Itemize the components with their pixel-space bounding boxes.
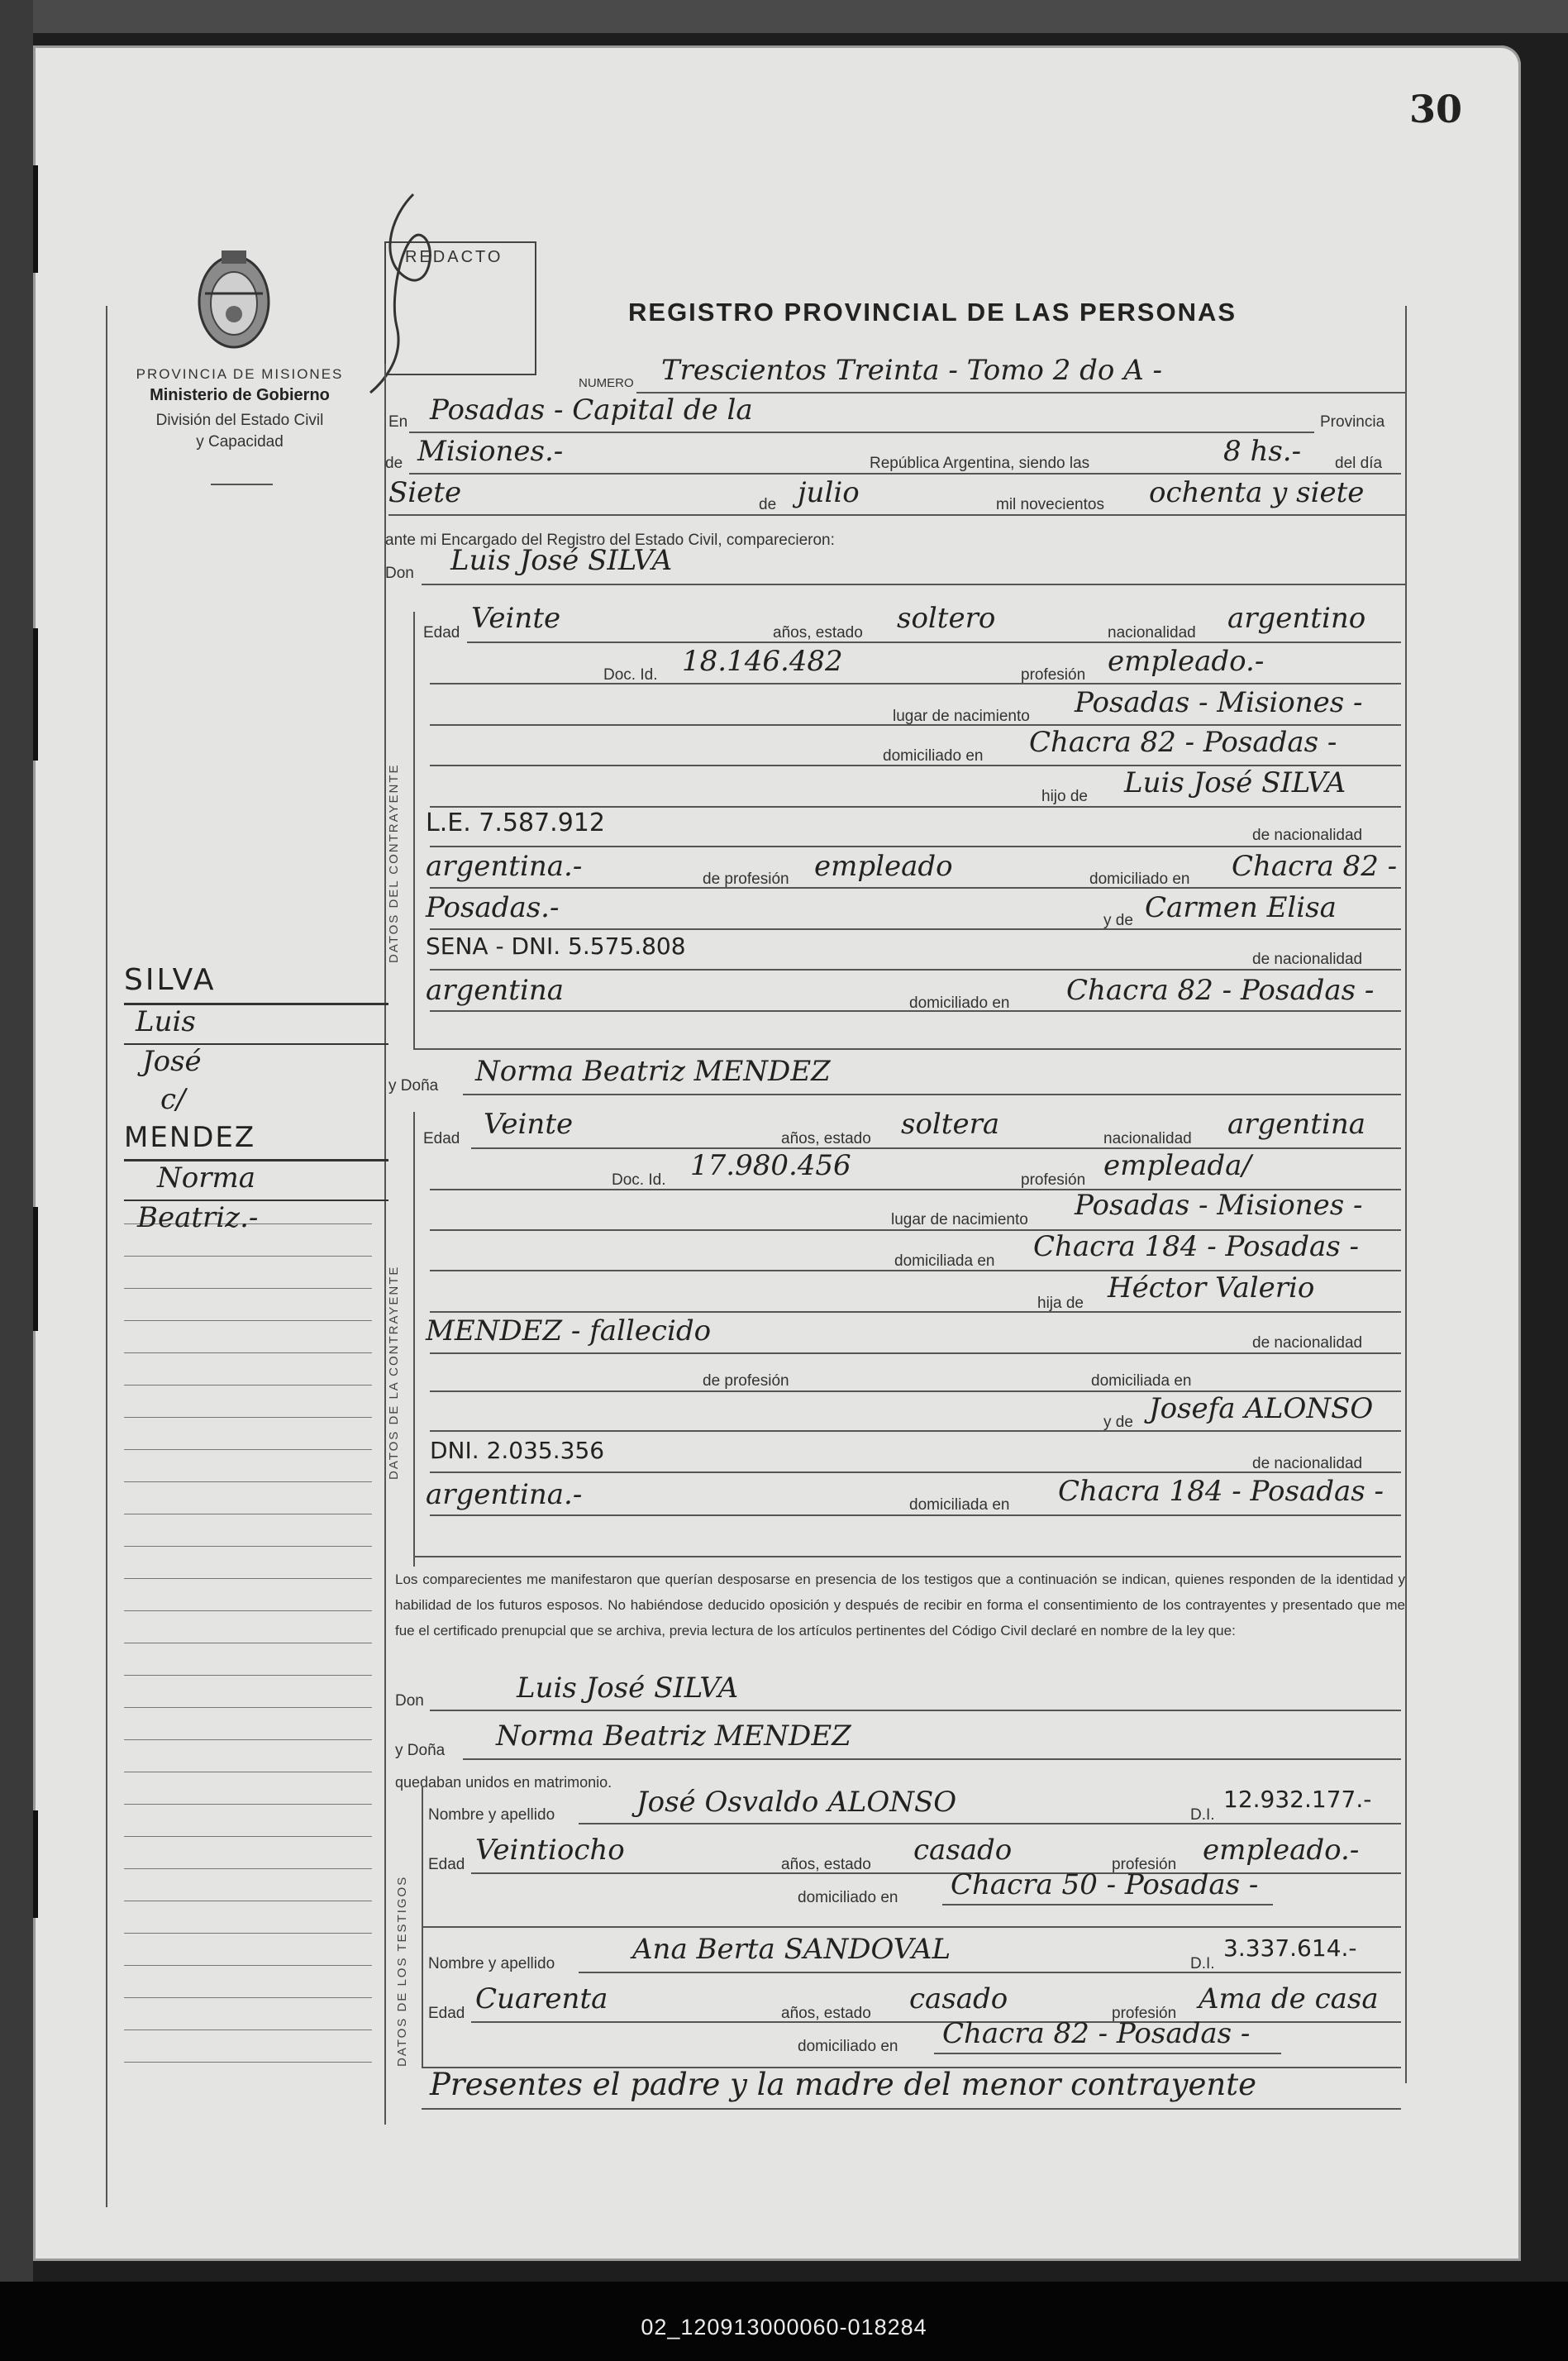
- groom-anos-label: años, estado: [773, 624, 863, 642]
- w2-anos-label: años, estado: [781, 2005, 871, 2022]
- w2-doc: 3.337.614.-: [1223, 1934, 1357, 1962]
- groom-father-address-line: [430, 928, 1401, 930]
- republica-label: República Argentina, siendo las: [870, 455, 1090, 472]
- groom-edad-label: Edad: [423, 624, 460, 642]
- groom-doc: 18.146.482: [682, 645, 843, 678]
- division-header-1: División del Estado Civil: [155, 412, 324, 429]
- groom-father: Luis José SILVA: [1124, 766, 1346, 799]
- y-dona-label: y Doña: [388, 1077, 439, 1095]
- act-place: Posadas - Capital de la: [430, 394, 753, 427]
- page-number: 30: [1409, 87, 1463, 131]
- groom-name: Luis José SILVA: [450, 544, 673, 577]
- w2-civil-status: casado: [909, 1982, 1008, 2015]
- w1-name-line: [579, 1823, 1401, 1824]
- groom-nacionalidad-label: nacionalidad: [1108, 624, 1196, 642]
- de-label: de: [385, 455, 403, 472]
- margin-note-line: MENDEZ: [124, 1121, 388, 1161]
- bride-father-line: [430, 1311, 1401, 1313]
- groom-section-end-line: [413, 1048, 1401, 1050]
- bride-de-nacionalidad2-label: de nacionalidad: [1252, 1455, 1363, 1472]
- groom-profesion-label: profesión: [1021, 666, 1086, 684]
- groom-father-doc-line: [430, 846, 1401, 847]
- en-label: En: [388, 413, 408, 431]
- groom-nationality: argentino: [1227, 602, 1366, 635]
- groom-lugar-label: lugar de nacimiento: [893, 708, 1030, 725]
- groom-domiciliado2-label: domiciliado en: [909, 994, 1010, 1012]
- w2-profesion-label: profesión: [1112, 2005, 1177, 2022]
- ministry-header: Ministerio de Gobierno: [150, 386, 330, 404]
- groom-father-doc: L.E. 7.587.912: [426, 808, 605, 837]
- bride-mother-doc-line: [430, 1471, 1401, 1473]
- groom-de-profesion-label: de profesión: [703, 870, 789, 888]
- bride-edad-label: Edad: [423, 1130, 460, 1147]
- bride-profession: empleada/: [1103, 1149, 1251, 1182]
- bride-father: Héctor Valerio: [1108, 1271, 1315, 1305]
- act-number: Trescientos Treinta - Tomo 2 do A -: [661, 354, 1163, 387]
- w2-edad-label: Edad: [428, 2005, 465, 2022]
- w2-profession: Ama de casa: [1199, 1982, 1379, 2015]
- margin-note-line: Beatriz.-: [137, 1201, 259, 1234]
- bride-domicilio-label: domiciliada en: [894, 1252, 995, 1270]
- w2-domicilio-label: domiciliado en: [798, 2038, 898, 2055]
- groom-de-nacionalidad2-label: de nacionalidad: [1252, 951, 1363, 968]
- groom-father-profession: empleado: [814, 850, 953, 883]
- margin-note-line: José: [142, 1045, 202, 1078]
- w1-age: Veintiocho: [475, 1834, 625, 1867]
- act-province: Misiones.-: [417, 435, 564, 468]
- groom-father-line: [430, 806, 1401, 808]
- declaration-groom-line: [430, 1710, 1401, 1711]
- bride-profesion-label: profesión: [1021, 1171, 1086, 1189]
- w1-nombre-label: Nombre y apellido: [428, 1806, 555, 1824]
- closing-note: Presentes el padre y la madre del menor contrayente: [430, 2067, 1257, 2102]
- bride-anos-label: años, estado: [781, 1130, 871, 1147]
- w2-name: Ana Berta SANDOVAL: [632, 1933, 951, 1966]
- act-place-line: [409, 432, 1314, 433]
- groom-mother-last-doc: SENA - DNI. 5.575.808: [426, 932, 686, 960]
- act-province-line: [409, 473, 1401, 475]
- groom-age-line: [467, 642, 1401, 643]
- bride-father-last-line: [430, 1352, 1401, 1354]
- bride-mother-address: Chacra 184 - Posadas -: [1058, 1475, 1385, 1508]
- w1-separator-line: [422, 1926, 1401, 1928]
- numero-label: NUMERO: [579, 376, 634, 390]
- groom-doc-label: Doc. Id.: [603, 666, 658, 684]
- w1-profession: empleado.-: [1203, 1834, 1360, 1867]
- groom-father-nationality: argentina.-: [426, 850, 583, 883]
- legal-paragraph: Los comparecientes me manifestaron que querían desposarse en presencia de los testigos que a continuación se indican, quienes responden de la identidad y habilidad de los futuros esposos. No habiéndose deducido oposición y después de recibir en forma el consentimiento de los contrayentes y presentado que me fue el certificado prenupcial que se archiva, previa lectura de los artículos pertinentes del Código Civil declaré en nombre de la ley que:: [395, 1572, 1405, 1638]
- left-frame-line: [106, 306, 107, 2207]
- declaration-bride-name: Norma Beatriz MENDEZ: [496, 1719, 851, 1753]
- margin-lines: [124, 1223, 372, 2063]
- bride-age-line: [471, 1147, 1401, 1149]
- groom-mother-first: Carmen Elisa: [1145, 891, 1337, 924]
- w1-profesion-label: profesión: [1112, 1856, 1177, 1873]
- page-title: REGISTRO PROVINCIAL DE LAS PERSONAS: [628, 298, 1237, 327]
- w1-domicilio-label: domiciliado en: [798, 1889, 898, 1906]
- bride-name-line: [463, 1094, 1401, 1095]
- bride-de-profesion-label: de profesión: [703, 1372, 789, 1390]
- closing-note-line: [422, 2108, 1401, 2110]
- groom-profession: empleado.-: [1108, 645, 1265, 678]
- binding-mark: [33, 165, 38, 273]
- w1-doc: 12.932.177.-: [1223, 1786, 1372, 1813]
- bride-mother: Josefa ALONSO: [1149, 1392, 1374, 1425]
- act-day-line: [388, 514, 1405, 516]
- bride-mother-doc: DNI. 2.035.356: [430, 1437, 605, 1464]
- w2-age-line: [471, 2021, 1401, 2023]
- w1-address-line: [942, 1904, 1273, 1905]
- groom-father-address-2: Posadas.-: [426, 891, 560, 924]
- margin-note-line: SILVA: [124, 963, 388, 1005]
- declaration-don-label: Don: [395, 1692, 424, 1710]
- margin-note-line: c/: [160, 1083, 186, 1116]
- declaration-groom-name: Luis José SILVA: [517, 1672, 739, 1705]
- mil-label: mil novecientos: [996, 496, 1104, 513]
- groom-hijo-label: hijo de: [1041, 788, 1088, 805]
- margin-note-line: Luis: [124, 1005, 388, 1045]
- w2-nombre-label: Nombre y apellido: [428, 1955, 555, 1972]
- groom-de-nacionalidad-label: de nacionalidad: [1252, 827, 1363, 844]
- bride-birthplace: Posadas - Misiones -: [1075, 1189, 1363, 1222]
- margin-note-line: Norma: [124, 1161, 388, 1201]
- binding-mark: [33, 1810, 38, 1918]
- binding-mark: [33, 628, 38, 761]
- bride-de-nacionalidad-label: de nacionalidad: [1252, 1334, 1363, 1352]
- division-header-2: y Capacidad: [196, 433, 284, 451]
- groom-civil-status: soltero: [897, 602, 996, 635]
- groom-address: Chacra 82 - Posadas -: [1029, 726, 1337, 759]
- groom-y-de-label: y de: [1103, 912, 1133, 929]
- groom-section-line: [413, 612, 415, 1050]
- redacto-label: REDACTO: [405, 248, 503, 266]
- groom-mother-nat-line: [430, 1010, 1401, 1012]
- w1-name: José Osvaldo ALONSO: [636, 1786, 957, 1819]
- w1-address: Chacra 50 - Posadas -: [951, 1868, 1259, 1901]
- signature-scribble: [364, 186, 479, 401]
- form-column-line: [384, 364, 386, 2125]
- w1-di-label: D.I.: [1190, 1806, 1215, 1824]
- bride-section-label: DATOS DE LA CONTRAYENTE: [387, 1265, 401, 1480]
- right-frame-line: [1405, 306, 1407, 2083]
- groom-mother-doc-line: [430, 969, 1401, 971]
- bride-doc: 17.980.456: [690, 1149, 851, 1182]
- groom-mother-address: Chacra 82 - Posadas -: [1066, 974, 1375, 1007]
- bride-domiciliada-label: domiciliada en: [1091, 1372, 1192, 1390]
- letterhead: [116, 366, 364, 451]
- w1-anos-label: años, estado: [781, 1856, 871, 1873]
- binding-mark: [33, 1207, 38, 1331]
- w2-address: Chacra 82 - Posadas -: [942, 2017, 1251, 2050]
- bride-mother-nat-line: [430, 1514, 1401, 1516]
- margin-note: [124, 963, 388, 1239]
- del-dia-label: del día: [1335, 455, 1383, 472]
- bride-lugar-label: lugar de nacimiento: [891, 1211, 1028, 1228]
- groom-mother-nationality: argentina: [426, 974, 565, 1007]
- groom-domicilio-label: domiciliado en: [883, 747, 984, 765]
- groom-father-address-1: Chacra 82 -: [1232, 850, 1398, 883]
- act-day: Siete: [388, 476, 462, 509]
- groom-domiciliado-label: domiciliado en: [1089, 870, 1190, 888]
- bride-doc-label: Doc. Id.: [612, 1171, 666, 1189]
- bride-age: Veinte: [484, 1108, 574, 1141]
- w1-edad-label: Edad: [428, 1856, 465, 1873]
- w2-di-label: D.I.: [1190, 1955, 1215, 1972]
- bride-address: Chacra 184 - Posadas -: [1033, 1230, 1360, 1263]
- bride-y-de-label: y de: [1103, 1414, 1133, 1431]
- declaration-closing: quedaban unidos en matrimonio.: [395, 1774, 612, 1791]
- act-month: julio: [798, 476, 860, 509]
- scan-background-top: [0, 0, 1568, 33]
- groom-doc-line: [430, 683, 1401, 684]
- bride-mother-nationality: argentina.-: [426, 1478, 583, 1511]
- bride-section-line: [413, 1112, 415, 1567]
- scan-background-left: [0, 0, 33, 2361]
- provincia-label: Provincia: [1320, 413, 1385, 431]
- w2-address-line: [934, 2053, 1281, 2054]
- groom-name-line: [422, 584, 1405, 585]
- bride-domiciliada2-label: domiciliada en: [909, 1496, 1010, 1514]
- groom-age: Veinte: [471, 602, 561, 635]
- coat-of-arms-emblem: [188, 244, 279, 355]
- bride-hija-label: hija de: [1037, 1295, 1084, 1312]
- don-label: Don: [385, 565, 414, 582]
- file-id: 02_120913000060-018284: [641, 2315, 927, 2340]
- w1-civil-status: casado: [913, 1834, 1013, 1867]
- letterhead-divider: [211, 484, 273, 485]
- groom-father-nat-line: [430, 887, 1401, 889]
- act-year: ochenta y siete: [1149, 476, 1365, 509]
- bride-civil-status: soltera: [901, 1108, 1000, 1141]
- groom-birthplace: Posadas - Misiones -: [1075, 686, 1363, 719]
- bride-name: Norma Beatriz MENDEZ: [475, 1055, 831, 1088]
- bride-section-end-line: [413, 1556, 1401, 1557]
- bride-mother-line: [430, 1430, 1401, 1432]
- bride-nationality: argentina: [1227, 1108, 1366, 1141]
- province-header: PROVINCIA DE MISIONES: [136, 366, 344, 382]
- act-hour: 8 hs.-: [1223, 435, 1302, 468]
- w2-age: Cuarenta: [475, 1982, 608, 2015]
- w2-name-line: [579, 1972, 1401, 1973]
- bride-father-last: MENDEZ - fallecido: [426, 1314, 712, 1347]
- w1-age-line: [471, 1872, 1401, 1874]
- ante-text: ante mi Encargado del Registro del Estado Civil, comparecieron:: [385, 532, 835, 549]
- groom-section-label: DATOS DEL CONTRAYENTE: [387, 763, 401, 963]
- de2-label: de: [759, 496, 777, 513]
- declaration-bride-line: [463, 1758, 1401, 1760]
- declaration-y-dona-label: y Doña: [395, 1742, 446, 1759]
- witness-section-label: DATOS DE LOS TESTIGOS: [395, 1875, 409, 2067]
- bride-nacionalidad-label: nacionalidad: [1103, 1130, 1192, 1147]
